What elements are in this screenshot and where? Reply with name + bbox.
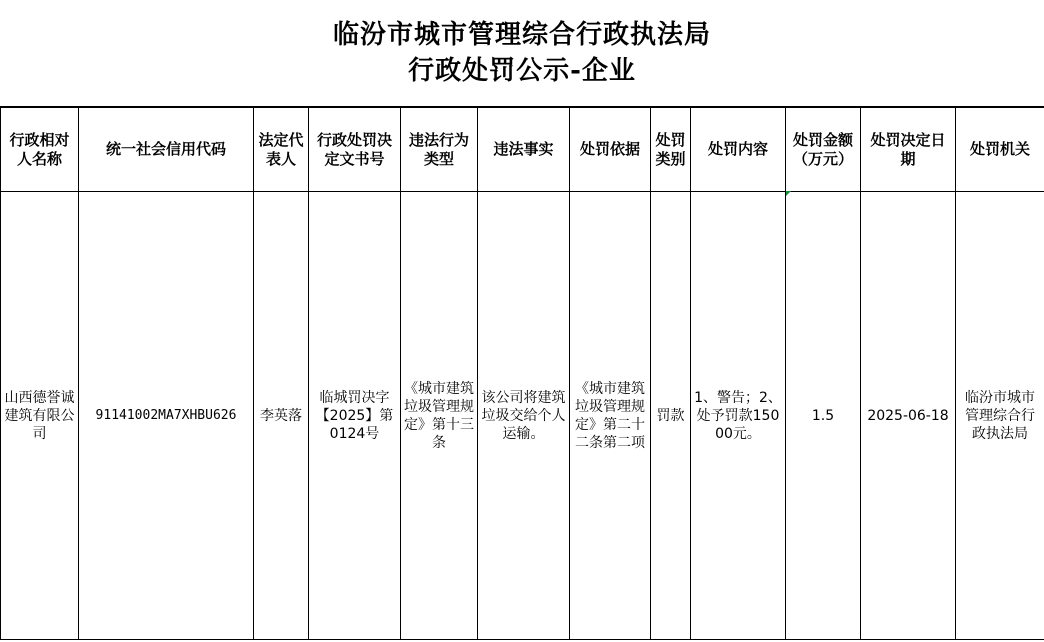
header-amount[interactable]: 处罚金额（万元） bbox=[786, 108, 861, 192]
page-title: 临汾市城市管理综合行政执法局 bbox=[332, 20, 711, 50]
header-facts[interactable]: 违法事实 bbox=[478, 108, 570, 192]
table-row bbox=[1, 192, 1044, 640]
cell-credit-code[interactable]: 91141002MA7XHBU626 bbox=[79, 192, 254, 640]
comment-indicator-icon[interactable] bbox=[786, 191, 791, 196]
header-basis[interactable]: 处罚依据 bbox=[570, 108, 651, 192]
header-content[interactable]: 处罚内容 bbox=[691, 108, 786, 192]
header-category[interactable]: 处罚类别 bbox=[651, 108, 691, 192]
page-subtitle: 行政处罚公示-企业 bbox=[408, 56, 636, 86]
cell-facts[interactable]: 该公司将建筑垃圾交给个人运输。 bbox=[478, 192, 570, 640]
cell-party-name[interactable]: 山西德誉诚建筑有限公司 bbox=[1, 192, 79, 640]
cell-authority[interactable]: 临汾市城市管理综合行政执法局 bbox=[956, 192, 1044, 640]
cell-basis[interactable]: 《城市建筑垃圾管理规定》第二十二条第二项 bbox=[570, 192, 651, 640]
title-cell[interactable] bbox=[0, 0, 1044, 107]
header-date[interactable]: 处罚决定日期 bbox=[861, 108, 956, 192]
header-authority[interactable]: 处罚机关 bbox=[956, 108, 1044, 192]
header-party-name[interactable]: 行政相对人名称 bbox=[1, 108, 79, 192]
header-credit-code[interactable]: 统一社会信用代码 bbox=[79, 108, 254, 192]
cell-amount[interactable]: 1.5 bbox=[786, 192, 861, 640]
cell-legal-rep[interactable]: 李英落 bbox=[254, 192, 309, 640]
cell-category[interactable]: 罚款 bbox=[651, 192, 691, 640]
penalty-table bbox=[0, 107, 1044, 640]
header-violation-type[interactable]: 违法行为类型 bbox=[401, 108, 478, 192]
cell-violation-type[interactable]: 《城市建筑垃圾管理规定》第十三条 bbox=[401, 192, 478, 640]
cell-doc-no[interactable]: 临城罚决字【2025】第0124号 bbox=[309, 192, 401, 640]
header-doc-no[interactable]: 行政处罚决定文书号 bbox=[309, 108, 401, 192]
header-row bbox=[1, 108, 1044, 192]
cell-date[interactable]: 2025-06-18 bbox=[861, 192, 956, 640]
header-legal-rep[interactable]: 法定代表人 bbox=[254, 108, 309, 192]
cell-content[interactable]: 1、警告；2、处予罚款15000元。 bbox=[691, 192, 786, 640]
